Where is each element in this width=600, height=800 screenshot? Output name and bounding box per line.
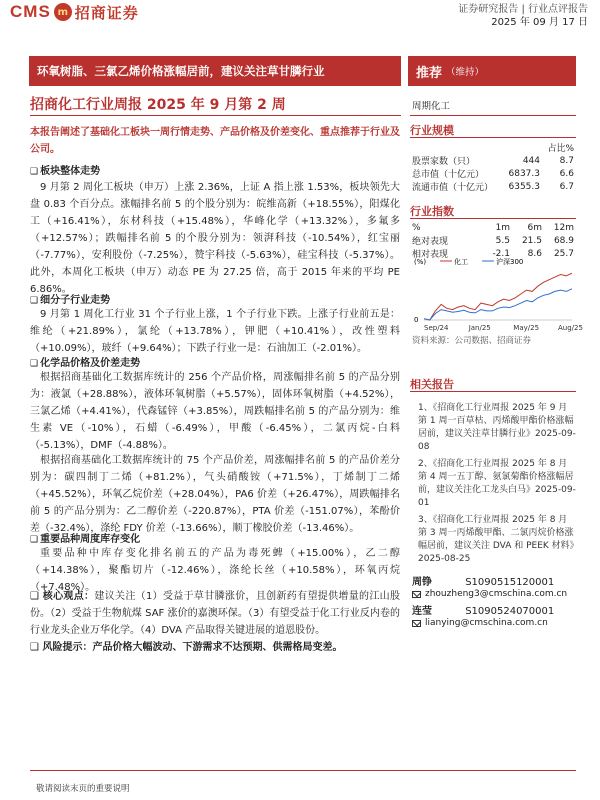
index-value: 5.5: [495, 235, 510, 246]
analyst-name: 连莹: [412, 606, 432, 617]
industry-scale-title: 行业规模: [410, 120, 576, 138]
divider: [30, 115, 401, 116]
index-value: 25.7: [553, 248, 574, 259]
chart-legend: [414, 257, 523, 266]
section-text-subsector: 9 月第 1 周化工行业 31 个子行业上涨，1 个子行业下跌。上涨子行业前五是：维纶（+21.89%），氯纶（+13.78%），钾肥（+10.41%），改性塑料（+10.09%），玻纤（+9.64%）；下跌子行业一是：石油加工（-2.01%）。: [30, 309, 400, 354]
footer-note: 敬请阅读末页的重要说明: [36, 784, 130, 794]
section-risk: [30, 639, 400, 656]
logo-company-name: 招商证券: [74, 3, 139, 22]
analyst-sid: S1090515120001: [465, 577, 555, 588]
index-label: 相对表现: [412, 250, 449, 260]
chart-source: 资料来源：公司数据、招商证券: [412, 336, 532, 346]
list-item[interactable]: 1、《招商化工行业周报 2025 年 9 月第 1 周一百草枯、丙烯酸甲酯价格涨幅居前，建议关注草甘膦行业》2025-09-08: [418, 403, 576, 452]
section-text-sector-trend: 9 月第 2 周化工板块（申万）上涨 2.36%，上证 A 指上涨 1.53%，板块领先大盘 0.83 个百分点。涨幅排名前 5 的个股分别为：皖维高新（+18.55%），阳煤化工（+16.41%），东材科技（+15.48%），华峰化学（+13.32%），多氟多（+12.57%）；跌幅排名前 5 的个股分别为：领湃科技（-10.54%），红宝丽（-7.77%），安利股份（-7.25%），赞宇科技（-5.63%），硅宝科技（-5.37%）。此外，本周化工板块（申万）动态 PE 为 27.25 倍，高于 2015 年来的平均 PE 6.86%。: [30, 182, 400, 295]
list-item[interactable]: 2、《招商化工行业周报 2025 年 8 月第 4 周一五丁醇、氨氯菊酯价格涨幅居前，建议关注化工龙头白马》2025-09-01: [418, 459, 576, 508]
industry-index-title: 行业指数: [410, 201, 576, 219]
section-core-view: [30, 588, 400, 639]
chart-legend-unit: (%): [414, 258, 427, 266]
index-header: 1m: [495, 222, 510, 233]
analyst-1-email[interactable]: [412, 589, 567, 599]
headline-banner: 环氧树脂、三氯乙烯价格涨幅居前，建议关注草甘膦行业: [29, 56, 401, 86]
analyst-1: [412, 573, 554, 588]
index-header: %: [412, 222, 421, 233]
scale-pct: 8.7: [559, 155, 574, 166]
risk-text: 产品价格大幅波动、下游需求不达预期、供需格局变差。: [92, 642, 343, 653]
analyst-name: 周铮: [412, 577, 432, 588]
index-value: 8.6: [527, 248, 542, 259]
table-row: [412, 167, 574, 180]
chart-series-index: [424, 289, 572, 320]
section-title-price: ❑ 化学品价格及价差走势: [30, 354, 140, 369]
rating-label: 推荐: [416, 65, 443, 81]
scale-value: 6355.3: [508, 181, 540, 192]
analyst-2: [412, 602, 554, 617]
chart-legend-industry: 化工: [454, 258, 468, 266]
chart-x-tick: Sep/24: [424, 324, 449, 332]
table-row: [412, 154, 574, 167]
industry-chart: [412, 256, 583, 332]
scale-label: 流通市值（十亿元）: [412, 183, 494, 193]
report-title: 招商化工行业周报 2025 年 9 月第 2 周: [30, 97, 286, 113]
scale-pct: 6.6: [559, 168, 574, 179]
section-title-inventory: ❑ 重要品种周度库存变化: [30, 530, 140, 545]
chart-x-tick: Jan/25: [468, 324, 491, 332]
table-header-row: [412, 221, 574, 234]
industry-index-table: [412, 221, 574, 260]
chart-series-industry: [424, 273, 572, 320]
core-view-title: 核心观点：: [42, 591, 95, 602]
divider: [410, 115, 576, 116]
scale-value: 6837.3: [508, 168, 540, 179]
chart-x-tick: Aug/25: [558, 324, 583, 332]
chart-y-tick: 0: [414, 316, 419, 324]
report-intro: 本报告阐述了基础化工板块一周行情走势、产品价格及价差变化、重点推荐于行业及公司。: [30, 127, 400, 155]
section-text-inventory: 重要品种中库存变化排名前五的产品为毒死蜱（+15.00%），乙二醇（+14.38%），聚酯切片（-12.46%），涤纶长丝（+10.58%），环氧丙烷（+7.48%）。: [30, 548, 400, 593]
section-title-subsector: ❑ 细分子行业走势: [30, 291, 110, 306]
analyst-email[interactable]: zhouzheng3@cmschina.com.cn: [425, 589, 568, 599]
mail-icon: [412, 620, 421, 627]
table-header-row: [412, 141, 574, 154]
section-text-price-2: 根据招商基础化工数据库统计的 75 个产品价差，周涨幅排名前 5 的产品价差分别为：碳四制丁二烯（+81.2%），气头硝酸铵（+71.5%），丁烯制丁二烯（+45.52%），环氧乙烷价差（+28.04%），PA6 价差（+26.47%），周跌幅排名前 5 的产品分别为：乙二醇价差（-220.87%），PTA 价差（-151.07%），苯酚价差（-32.4%），涤纶 FDY 价差（-13.66%），顺丁橡胶价差（-13.46%）。: [30, 455, 400, 534]
analyst-2-email[interactable]: [412, 618, 548, 628]
scale-value: 444: [522, 155, 540, 166]
section-title-sector-trend: ❑ 板块整体走势: [30, 162, 100, 177]
related-reports-title: 相关报告: [410, 374, 576, 392]
industry-scale-table: [412, 141, 574, 193]
rating-detail: （维持）: [446, 67, 485, 78]
chart-x-axis: [424, 324, 583, 332]
pct-header: 占比%: [547, 144, 574, 154]
rating-banner: [408, 56, 576, 86]
index-label: 绝对表现: [412, 237, 449, 247]
scale-label: 股票家数（只）: [412, 157, 476, 167]
risk-title: 风险提示：: [42, 642, 93, 653]
mail-icon: [412, 591, 421, 598]
chart-legend-index: 沪深300: [496, 258, 524, 266]
core-view-text: 建议关注（1）受益于草甘膦涨价，且创新药有望提供增量的江山股份。（2）受益于生物航煤 SAF 涨价的嘉澳环保。（3）有望受益于化工行业反内卷的行业龙头企业万华化学。（4）DVA 产品取得关键进展的道恩股份。: [30, 591, 400, 636]
logo-cms-text: CMS: [10, 2, 51, 21]
index-header: 6m: [527, 222, 542, 233]
scale-label: 总市值（十亿元）: [412, 170, 485, 180]
section-text-price-1: 根据招商基础化工数据库统计的 256 个产品价格，周涨幅排名前 5 的产品分别为：液氯（+28.88%），液体环氧树脂（+5.57%），固体环氧树脂（+4.52%），三氯乙烯（+4.41%），代森锰锌（+3.85%），周跌幅排名前 5 的产品分别为：维生素 VE（-10%），石蜡（-6.49%），甲酸（-6.45%），二氯丙烷-白料（-5.13%），DMF（-4.88%）。: [30, 372, 400, 451]
report-type: 证券研究报告 | 行业点评报告: [458, 4, 588, 15]
analyst-email[interactable]: lianying@cmschina.com.cn: [425, 618, 548, 628]
risk-label: ❑ 风险提示：: [30, 642, 93, 653]
list-item[interactable]: 3、《招商化工行业周报 2025 年 8 月第 3 周一丙烯酸甲酯、二氯丙烷价格涨幅居前，建议关注 DVA 和 PEEK 材料》2025-08-25: [418, 515, 575, 564]
report-date: 2025 年 09 月 17 日: [491, 17, 588, 28]
related-reports-list: [418, 402, 576, 570]
logo-badge-icon: m: [54, 3, 72, 21]
table-row: [412, 180, 574, 193]
company-logo: [0, 0, 139, 24]
chart-svg: [412, 256, 583, 332]
chart-x-tick: May/25: [513, 324, 540, 332]
index-value: 68.9: [553, 235, 574, 246]
index-value: -2.1: [492, 248, 510, 259]
core-view-label: ❑ 核心观点：: [30, 591, 95, 602]
index-header: 12m: [553, 222, 574, 233]
table-row: [412, 234, 574, 247]
industry-category: 周期化工: [412, 101, 451, 112]
analyst-sid: S1090524070001: [465, 606, 555, 617]
footer-divider: [30, 770, 576, 771]
scale-pct: 6.7: [559, 181, 574, 192]
index-value: 21.5: [521, 235, 542, 246]
